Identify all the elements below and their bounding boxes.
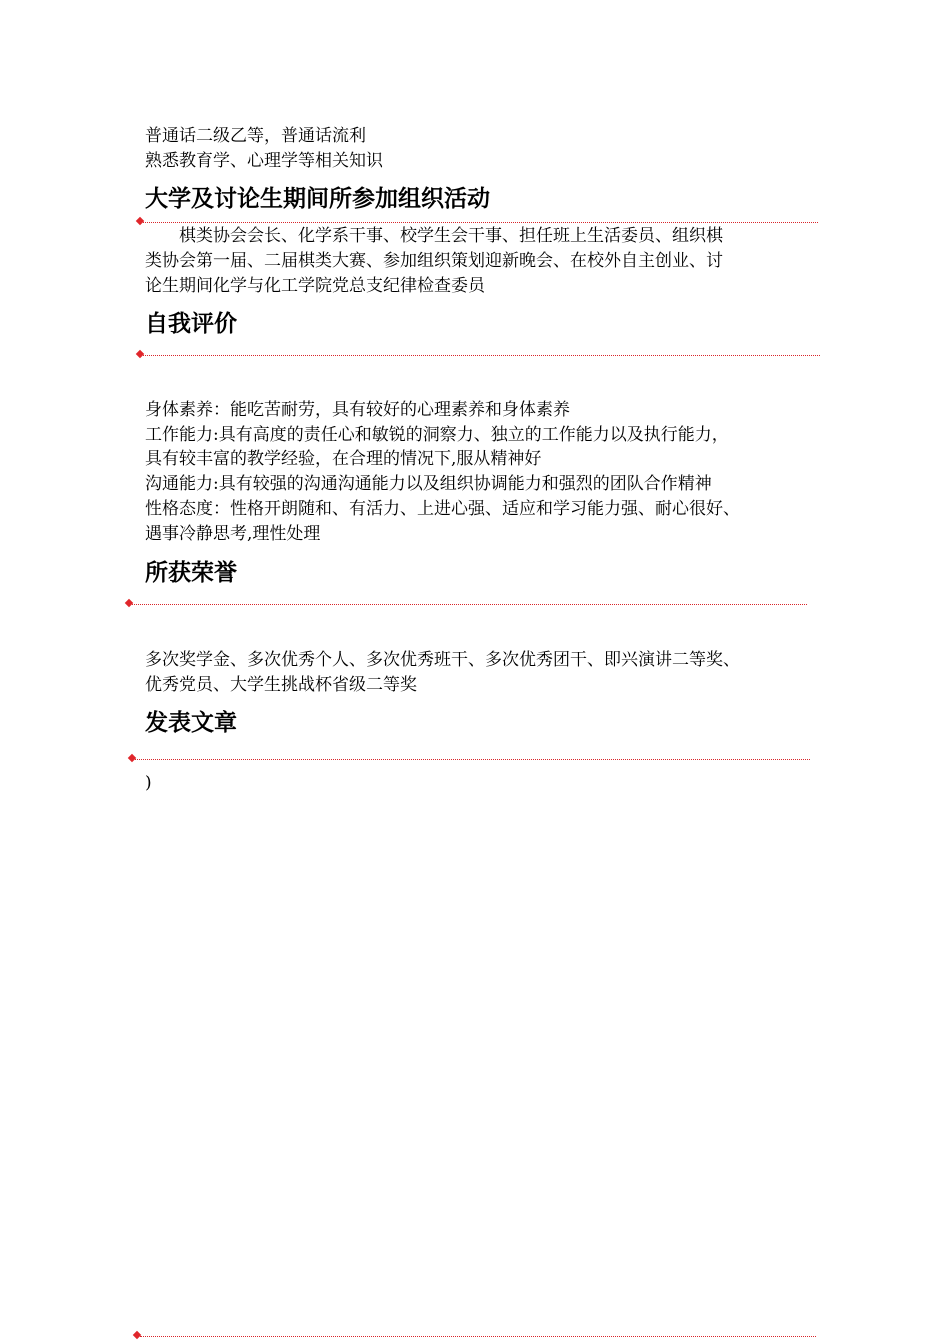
- activities-line: 棋类协会会长、化学系干事、校学生会干事、担任班上生活委员、组织棋: [145, 226, 723, 246]
- self-evaluation-line: 性格态度：性格开朗随和、有活力、上进心强、适应和学习能力强、耐心很好、: [145, 499, 740, 519]
- section-title-articles: 发表文章: [145, 710, 237, 736]
- bottom-divider: [134, 1336, 816, 1338]
- diamond-bullet-icon: [136, 350, 144, 358]
- self-evaluation-line: 具有较丰富的教学经验，在合理的情况下,服从精神好: [145, 449, 542, 469]
- self-evaluation-line: 遇事冷静思考,理性处理: [145, 524, 321, 544]
- self-evaluation-line: 身体素养：能吃苦耐劳，具有较好的心理素养和身体素养: [145, 400, 570, 420]
- self-evaluation-line: 工作能力:具有高度的责任心和敏锐的洞察力、独立的工作能力以及执行能力，: [145, 425, 729, 445]
- skill-line-education: 熟悉教育学、心理学等相关知识: [145, 151, 383, 171]
- dotted-rule: [143, 222, 818, 223]
- articles-content: ): [145, 773, 152, 793]
- dotted-rule: [140, 1336, 816, 1337]
- dotted-rule: [135, 759, 810, 760]
- section-divider-self-evaluation: [137, 355, 820, 357]
- section-divider-honors: [126, 604, 807, 606]
- diamond-bullet-icon: [128, 754, 136, 762]
- honors-line: 优秀党员、大学生挑战杯省级二等奖: [145, 675, 417, 695]
- section-divider-articles: [129, 759, 810, 761]
- skill-line-mandarin: 普通话二级乙等，普通话流利: [145, 126, 366, 146]
- section-title-honors: 所获荣誉: [145, 560, 237, 586]
- dotted-rule: [132, 604, 807, 605]
- diamond-bullet-icon: [133, 1331, 141, 1339]
- section-title-activities: 大学及讨论生期间所参加组织活动: [145, 186, 490, 212]
- honors-line: 多次奖学金、多次优秀个人、多次优秀班干、多次优秀团干、即兴演讲二等奖、: [145, 650, 740, 670]
- diamond-bullet-icon: [136, 217, 144, 225]
- activities-line: 论生期间化学与化工学院党总支纪律检查委员: [145, 276, 485, 296]
- dotted-rule: [143, 355, 820, 356]
- activities-line: 类协会第一届、二届棋类大赛、参加组织策划迎新晚会、在校外自主创业、讨: [145, 251, 723, 271]
- section-title-self-evaluation: 自我评价: [145, 311, 237, 337]
- self-evaluation-line: 沟通能力:具有较强的沟通沟通能力以及组织协调能力和强烈的团队合作精神: [145, 474, 712, 494]
- diamond-bullet-icon: [125, 599, 133, 607]
